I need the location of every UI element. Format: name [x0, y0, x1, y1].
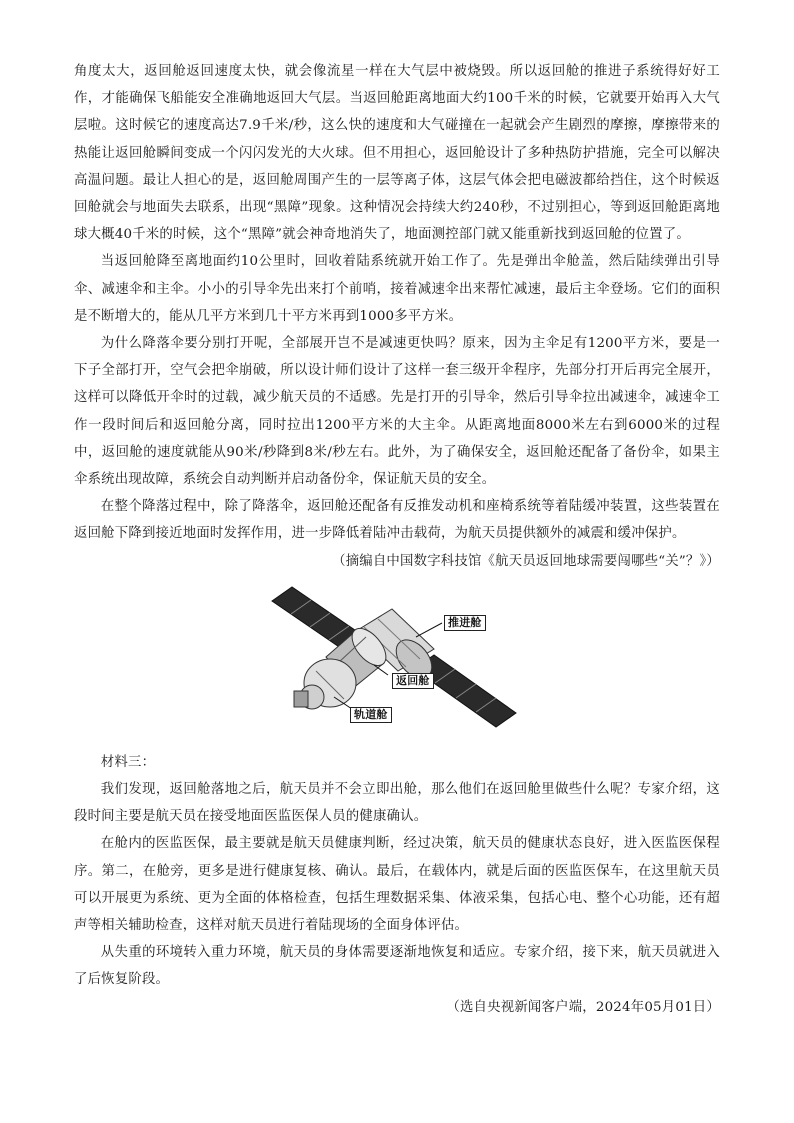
spacecraft-figure [74, 579, 720, 749]
label-return-capsule: 返回舱 [392, 673, 434, 689]
section-title-material-3: 材料三： [100, 754, 156, 770]
label-orbital-module: 轨道舱 [350, 707, 392, 723]
source-citation-1: （摘编自中国数字科技馆《航天员返回地球需要闯哪些“关”？》） [332, 553, 720, 569]
orbital-module [294, 659, 356, 709]
document-page [74, 58, 720, 1021]
paragraph-recovery-phase: 从失重的环境转入重力环境，航天员的身体需要逐渐地恢复和适应。专家介绍，接下来，航天员就进入了后恢复阶段。 [74, 945, 720, 988]
spacecraft-illustration [264, 579, 534, 747]
paragraph-parachute-stages: 为什么降落伞要分别打开呢，全部展开岂不是减速更快吗？原来，因为主伞足有1200平方米，要是一下子全部打开，空气会把伞崩破，所以设计师们设计了这样一套三级开伞程序，先部分打开后再完全展开，这样可以降低开伞时的过载，减少航天员的不适感。先是打开的引导伞，然后引导伞拉出减速伞，减速伞工作一段时间后和返回舱分离，同时拉出1200平方米的大主伞。从距离地面8000米左右到6000米的过程中，返回舱的速度就能从90米/秒降到8米/秒左右。此外，为了确保安全，返回舱还配备了备份伞，如果主伞系统出现故障，系统会自动判断并启动备份伞，保证航天员的安全。 [74, 336, 720, 488]
paragraph-recovery-system: 当返回舱降至离地面约10公里时，回收着陆系统就开始工作了。先是弹出伞舱盖，然后陆续弹出引导伞、减速伞和主伞。小小的引导伞先出来打个前哨，接着减速伞出来帮忙减速，最后主伞登场。它们的面积是不断增大的，能从几平方米到几十平方米再到1000多平方米。 [74, 254, 720, 324]
paragraph-landing-buffer: 在整个降落过程中，除了降落伞，返回舱还配备有反推发动机和座椅系统等着陆缓冲装置，这些装置在返回舱下降到接近地面时发挥作用，进一步降低着陆冲击载荷，为航天员提供额外的减震和缓冲保护。 [74, 499, 720, 542]
label-propulsion-module: 推进舱 [444, 615, 486, 631]
paragraph-medical-check: 在舱内的医监医保，最主要就是航天员健康判断，经过决策，航天员的健康状态良好，进入医监医保程序。第二，在舱旁，更多是进行健康复核、确认。最后，在载体内，就是后面的医监医保车，在这里航天员可以开展更为系统、更为全面的体格检查，包括生理数据采集、体液采集，包括心电、整个心功能，还有超声等相关辅助检查，这样对航天员进行着陆现场的全面身体评估。 [74, 836, 720, 934]
source-citation-2: （选自央视新闻客户端，2024年05月01日） [446, 999, 720, 1015]
leader-line-propulsion [416, 623, 442, 637]
paragraph-reentry: 角度太大，返回舱返回速度太快，就会像流星一样在大气层中被烧毁。所以返回舱的推进子系统得好好工作，才能确保飞船能安全准确地返回大气层。当返回舱距离地面大约100千米的时候，它就要开始再入大气层啦。这时候它的速度高达7.9千米/秒，这么快的速度和大气碰撞在一起就会产生剧烈的摩擦，摩擦带来的热能让返回舱瞬间变成一个闪闪发光的大火球。但不用担心，返回舱设计了多种热防护措施，完全可以解决高温问题。最让人担心的是，返回舱周围产生的一层等离子体，这层气体会把电磁波都给挡住，这个时候返回舱就会与地面失去联系，出现“黑障”现象。这种情况会持续大约240秒，不过别担心，等到返回舱距离地球大概40千米的时候，这个“黑障”就会神奇地消失了，地面测控部门就又能重新找到返回舱的位置了。 [74, 64, 720, 243]
paragraph-post-landing: 我们发现，返回舱落地之后，航天员并不会立即出舱，那么他们在返回舱里做些什么呢？专家介绍，这段时间主要是航天员在接受地面医监医保人员的健康确认。 [74, 782, 720, 825]
